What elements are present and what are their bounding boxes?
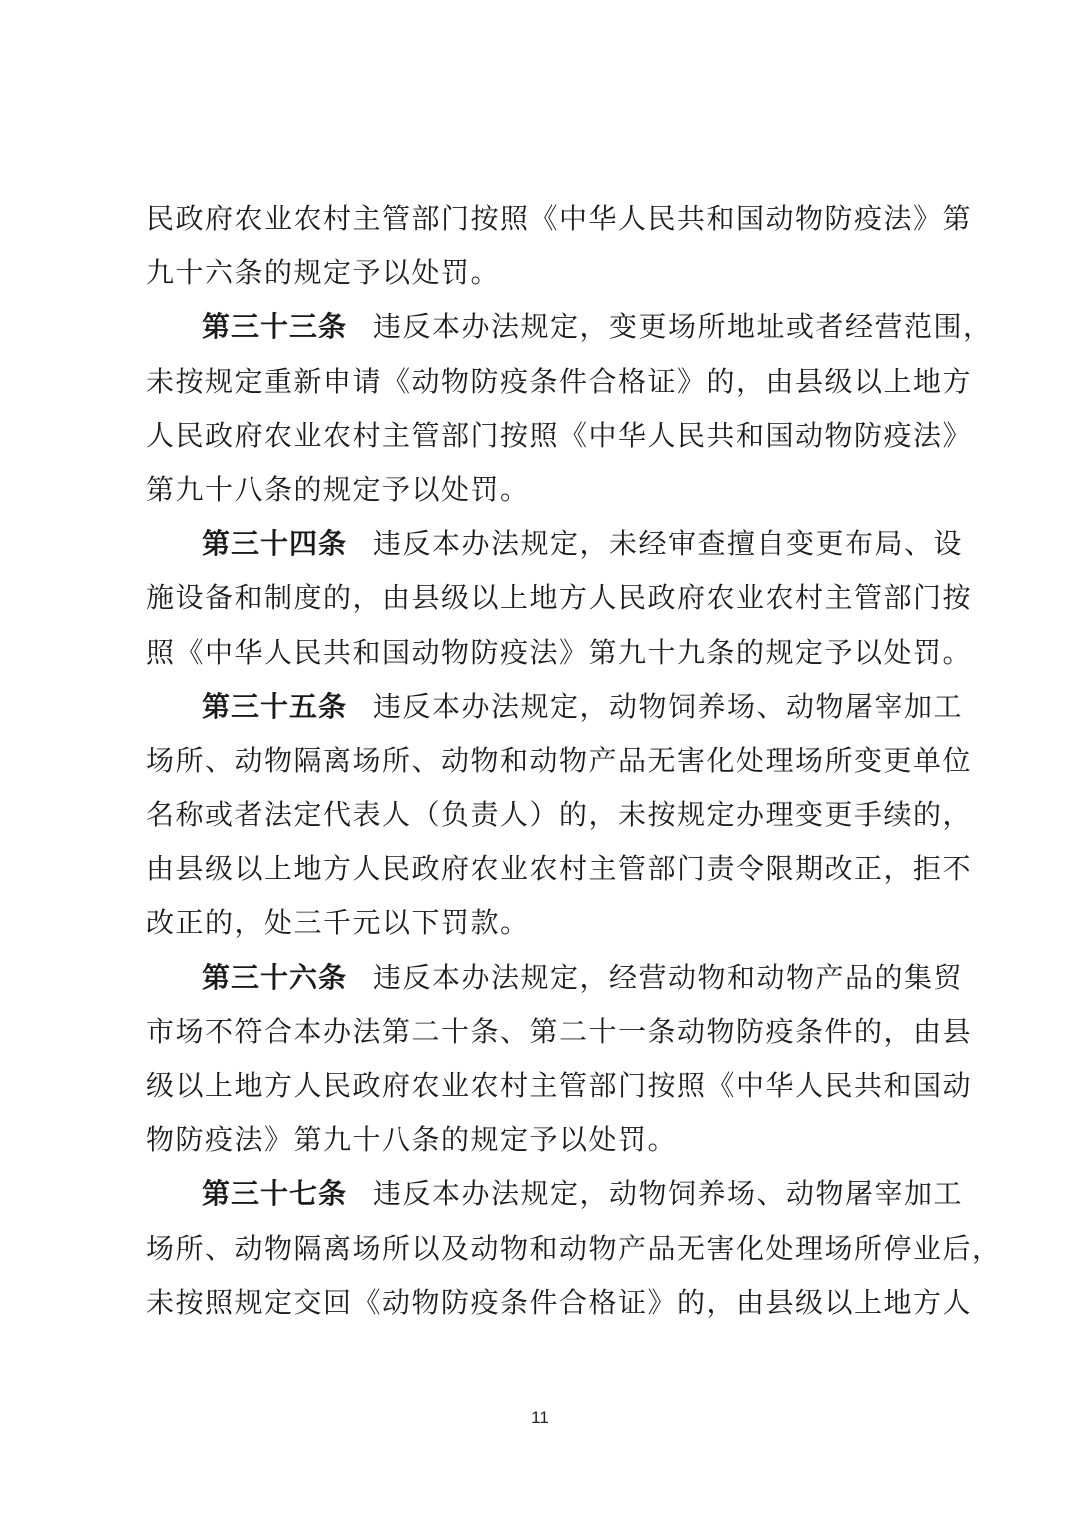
body-line: 名称或者法定代表人（负责人）的，未按规定办理变更手续的， <box>146 798 973 832</box>
document-body <box>146 192 1002 1330</box>
body-line: 第九十八条的规定予以处罚。 <box>146 472 530 506</box>
body-line: 场所、动物隔离场所以及动物和动物产品无害化处理场所停业后， <box>146 1231 1002 1265</box>
article-text: 违反本办法规定，未经审查擅自变更布局、设 <box>373 527 964 561</box>
body-line: 级以上地方人民政府农业农村主管部门按照《中华人民共和国动 <box>146 1069 973 1102</box>
article-heading: 第三十五条 <box>202 689 348 723</box>
body-line: 民政府农业农村主管部门按照《中华人民共和国动物防疫法》第 <box>146 202 973 235</box>
article-35-line <box>146 680 964 734</box>
article-34-line <box>146 517 964 571</box>
article-heading: 第三十四条 <box>202 527 348 561</box>
article-37-line <box>146 1167 964 1221</box>
article-text: 违反本办法规定，变更场所地址或者经营范围， <box>373 310 993 344</box>
body-line: 未按规定重新申请《动物防疫条件合格证》的，由县级以上地方 <box>146 364 973 398</box>
body-line: 由县级以上地方人民政府农业农村主管部门责令限期改正，拒不 <box>146 852 973 886</box>
article-text: 违反本办法规定，经营动物和动物产品的集贸 <box>373 960 964 994</box>
article-36-line <box>146 951 964 1005</box>
body-line: 照《中华人民共和国动物防疫法》第九十九条的规定予以处罚。 <box>146 635 973 669</box>
body-line: 物防疫法》第九十八条的规定予以处罚。 <box>146 1123 678 1157</box>
article-heading: 第三十七条 <box>202 1177 348 1211</box>
body-line: 改正的，处三千元以下罚款。 <box>146 906 530 940</box>
article-text: 违反本办法规定，动物饲养场、动物屠宰加工 <box>373 689 964 723</box>
article-33-line <box>146 300 993 354</box>
article-heading: 第三十三条 <box>202 310 348 344</box>
body-line: 场所、动物隔离场所、动物和动物产品无害化处理场所变更单位 <box>146 743 973 777</box>
article-text: 违反本办法规定，动物饲养场、动物屠宰加工 <box>373 1177 964 1211</box>
page-number: 11 <box>531 1408 549 1427</box>
body-line: 九十六条的规定予以处罚。 <box>146 256 501 290</box>
body-line: 市场不符合本办法第二十条、第二十一条动物防疫条件的，由县 <box>146 1014 973 1048</box>
body-line: 人民政府农业农村主管部门按照《中华人民共和国动物防疫法》 <box>146 418 973 452</box>
article-heading: 第三十六条 <box>202 960 348 994</box>
body-line: 施设备和制度的，由县级以上地方人民政府农业农村主管部门按 <box>146 581 973 615</box>
body-line: 未按照规定交回《动物防疫条件合格证》的，由县级以上地方人 <box>146 1285 973 1319</box>
